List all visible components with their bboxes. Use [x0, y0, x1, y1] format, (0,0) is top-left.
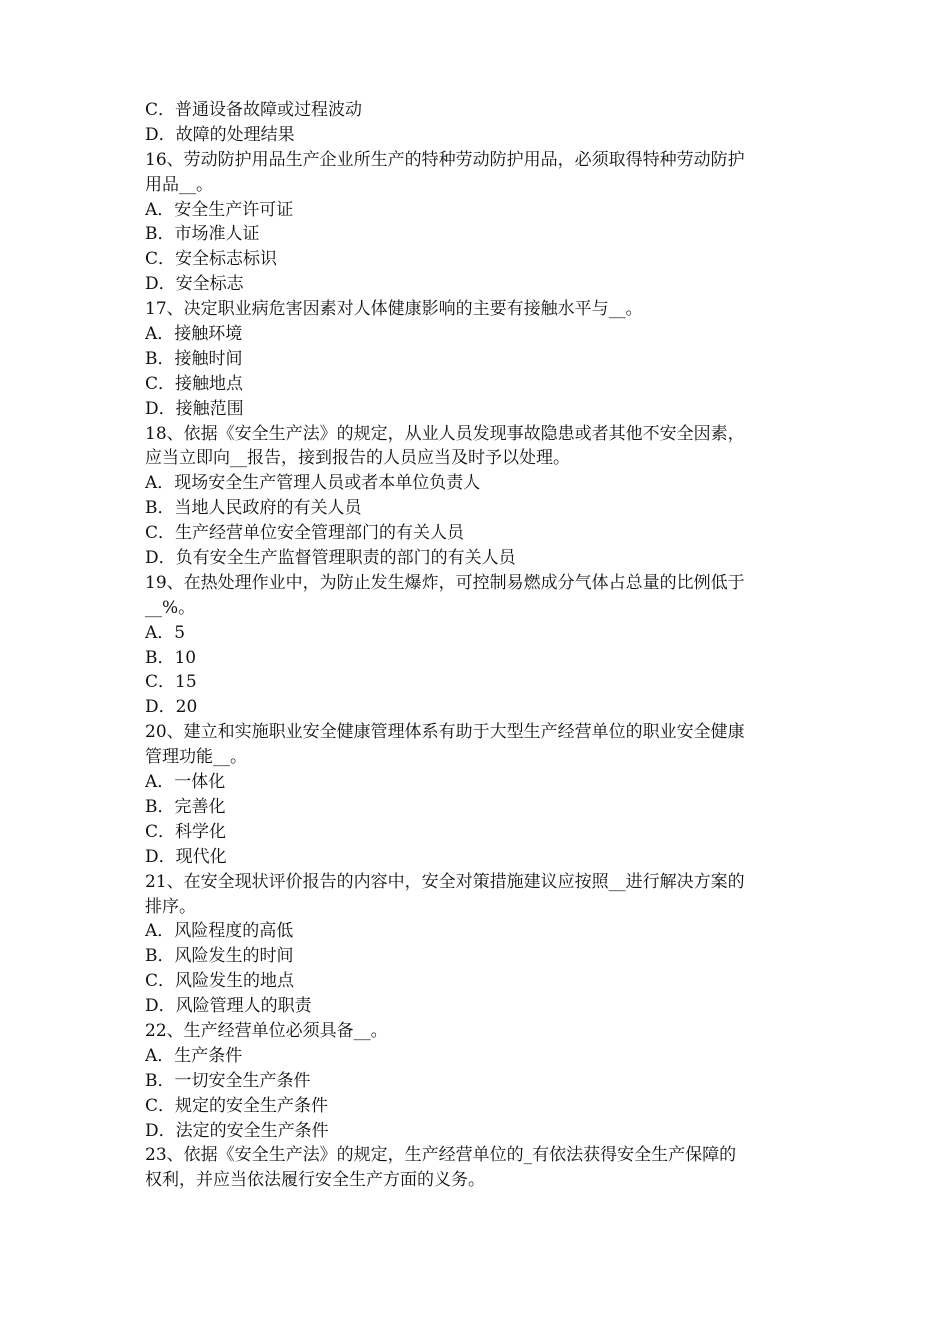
question-text-line: 20、建立和实施职业安全健康管理体系有助于大型生产经营单位的职业安全健康	[145, 722, 745, 743]
question-text-line: 17、决定职业病危害因素对人体健康影响的主要有接触水平与__。	[145, 299, 643, 320]
option-line: C．科学化	[145, 821, 227, 842]
question-text-line: 19、在热处理作业中，为防止发生爆炸，可控制易燃成分气体占总量的比例低于	[145, 572, 745, 593]
option-line: D．故障的处理结果	[145, 124, 295, 145]
question-text-line: 22、生产经营单位必须具备__。	[145, 1020, 388, 1041]
option-line: B．当地人民政府的有关人员	[145, 498, 362, 519]
option-line: C．接触地点	[145, 373, 244, 394]
question-text-line: 21、在安全现状评价报告的内容中，安全对策措施建议应按照__进行解决方案的	[145, 871, 745, 892]
option-line: A．一体化	[145, 772, 226, 793]
option-line: C．规定的安全生产条件	[145, 1095, 329, 1116]
question-block	[145, 1019, 810, 1143]
question-text-line: 权利，并应当依法履行安全生产方面的义务。	[145, 1170, 485, 1191]
option-line: A．接触环境	[145, 324, 243, 345]
option-line: A．风险程度的高低	[145, 921, 294, 942]
question-text-line: __%。	[145, 597, 196, 618]
option-line: D．安全标志	[145, 274, 244, 295]
option-line: B．接触时间	[145, 348, 243, 369]
option-line: C．安全标志标识	[145, 249, 278, 270]
option-line: B．完善化	[145, 796, 226, 817]
question-block	[145, 571, 810, 720]
option-line: D．接触范围	[145, 398, 244, 419]
question-text-line: 排序。	[145, 896, 196, 917]
option-line: C．15	[145, 672, 197, 693]
option-line: A．5	[145, 622, 186, 643]
question-text-line: 23、依据《安全生产法》的规定，生产经营单位的_有依法获得安全生产保障的	[145, 1145, 737, 1166]
option-line: A．安全生产许可证	[145, 199, 294, 220]
option-line: C．普通设备故障或过程波动	[145, 100, 363, 120]
option-line: B．一切安全生产条件	[145, 1070, 311, 1091]
question-text-line: 管理功能__。	[145, 747, 247, 768]
option-line: B．风险发生的时间	[145, 946, 294, 967]
question-block	[145, 870, 810, 1019]
document-page	[145, 98, 810, 1193]
question-block	[145, 1143, 810, 1193]
option-line: D．风险管理人的职责	[145, 996, 312, 1017]
option-line: C．风险发生的地点	[145, 971, 295, 992]
question-text-line: 应当立即向__报告，接到报告的人员应当及时予以处理。	[145, 448, 570, 469]
question-text-line: 18、依据《安全生产法》的规定，从业人员发现事故隐患或者其他不安全因素，	[145, 423, 745, 444]
option-line: B．10	[145, 647, 197, 668]
question-block	[145, 720, 810, 869]
option-line: B．市场准人证	[145, 224, 260, 245]
option-line: D．负有安全生产监督管理职责的部门的有关人员	[145, 548, 516, 569]
question-text-line: 用品__。	[145, 174, 213, 195]
option-line: D．现代化	[145, 846, 227, 867]
option-line: C．生产经营单位安全管理部门的有关人员	[145, 523, 465, 544]
question-text-line: 16、劳动防护用品生产企业所生产的特种劳动防护用品，必须取得特种劳动防护	[145, 149, 745, 170]
question-block	[145, 422, 810, 571]
question-block	[145, 297, 810, 421]
option-line: A．生产条件	[145, 1045, 243, 1066]
option-line: D．法定的安全生产条件	[145, 1120, 329, 1141]
question-block	[145, 148, 810, 297]
option-line: D．20	[145, 697, 198, 718]
option-line: A．现场安全生产管理人员或者本单位负责人	[145, 473, 481, 494]
